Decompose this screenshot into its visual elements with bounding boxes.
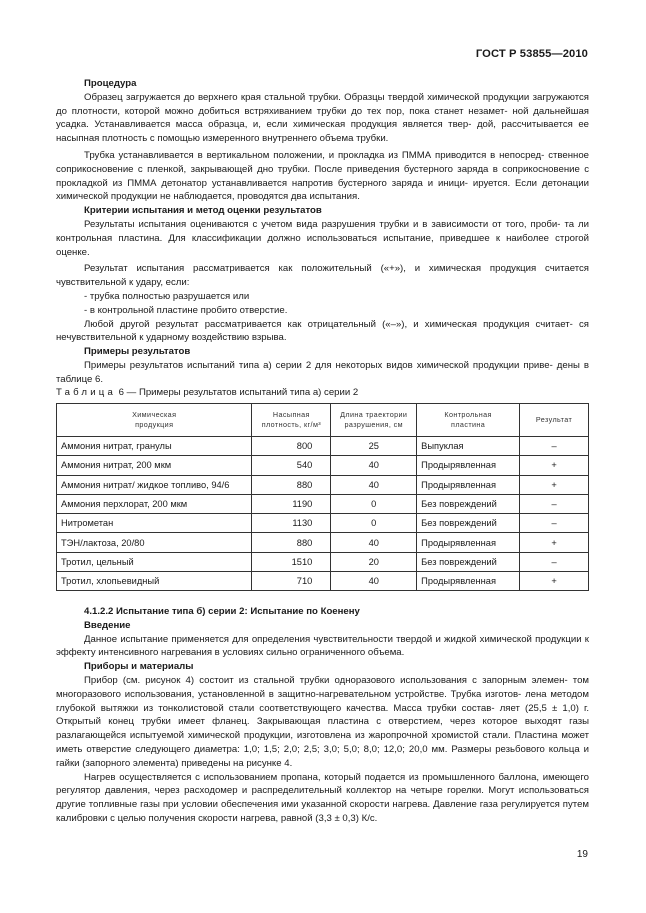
text-line: ся нечувствительной к ударному воздействию взрыва. [56,318,589,344]
cell-chemical-product: Аммония нитрат, гранулы [57,437,252,456]
header-chemical-product [57,404,252,437]
cell-bulk-density: 1510 [252,552,331,571]
criteria-list-item: - трубка полностью разрушается или [84,290,250,302]
cell-result: + [520,572,589,591]
cell-chemical-product: Тротил, цельный [57,552,252,571]
header-result [520,404,589,437]
cell-result: – [520,514,589,533]
header-line: Контрольная [444,410,492,419]
text-line: том многоразового использования, установленной в защитно-нагревательном устройстве. Трубка изготов- [56,674,589,700]
cell-chemical-product: ТЭН/лактоза, 20/80 [57,533,252,552]
cell-chemical-product: Аммония нитрат, 200 мкм [57,456,252,475]
cell-bulk-density: 880 [252,475,331,494]
cell-chemical-product: Тротил, хлопьевидный [57,572,252,591]
equipment-heading: Приборы и материалы [84,661,194,673]
page-number: 19 [576,849,588,860]
procedure-paragraph-2 [56,149,589,204]
examples-heading: Примеры результатов [84,346,191,358]
text-line: Прибор (см. рисунок 4) состоит из стальной трубки одноразового использования с запорным элемен- [84,674,568,686]
text-line: Трубка устанавливается в вертикальном положении, и прокладка из ПММА приводится в непосред- [84,149,545,161]
text-line: соприкосновение с прокладкой из ПММА детонатор устанавливается напротив бустерного заряда и иници- [56,163,590,189]
cell-bulk-density: 1130 [252,514,331,533]
cell-fragmentation-length: 40 [331,533,417,552]
table-row [57,552,589,571]
text-line: дой, рассчитывается ее насыпная плотность с помощью измеренного внутреннего объема трубки. [56,119,589,145]
cell-witness-plate: Без повреждений [417,552,520,571]
text-line: Примеры результатов испытаний типа а) серии 2 для некоторых видов химической продукции приве- [84,359,553,371]
cell-fragmentation-length: 20 [331,552,417,571]
equipment-paragraph-1 [56,674,589,771]
text-line: Давление газа регулируется путем калибровки с целью получения скорости нагрева, равной (3,3 ± 0,3) К/с. [56,799,589,824]
text-line: ляет (25,5 ± 1,0) г. Открытый конец трубки имеет фланец. Закрывающая пластина с отверстием, через [56,702,590,728]
table-row [57,456,589,475]
cell-chemical-product: Нитрометан [57,514,252,533]
text-line: имеющего регулятор давления, через расходомер и распределительный коллектор на четыре горелки. [56,771,589,797]
table-caption-word: Таблица [56,387,117,398]
text-line: ной дальнейшая усадка. Устанавливается масса образца, и, если химическая продукция является твер- [56,105,589,131]
cell-fragmentation-length: 0 [331,494,417,513]
cell-bulk-density: 800 [252,437,331,456]
table-row [57,475,589,494]
header-witness-plate [417,404,520,437]
header-line: Результат [535,415,573,424]
cell-witness-plate: Продырявленная [417,475,520,494]
cell-fragmentation-length: 40 [331,456,417,475]
cell-witness-plate: Продырявленная [417,456,520,475]
procedure-heading: Процедура [84,78,137,89]
text-line: Любой другой результат рассматривается как отрицательный («–»), и химическая продукция считает- [84,318,573,330]
cell-chemical-product: Аммония перхлорат, 200 мкм [57,494,252,513]
cell-bulk-density: 880 [252,533,331,552]
cell-witness-plate: Продырявленная [417,533,520,552]
cell-witness-plate: Без повреждений [417,494,520,513]
cell-witness-plate: Продырявленная [417,572,520,591]
text-line: та ли контрольная пластина. Для классификации должно использоваться испытание, приведшее к наиболее [56,218,590,244]
text-line: продукции к эффекту интенсивного нагревания в условиях сильно ограниченного объема. [56,633,589,659]
section-procedure [56,77,589,387]
cell-fragmentation-length: 25 [331,437,417,456]
header-line: продукция [135,420,174,429]
cell-result: + [520,475,589,494]
header-bulk-density [252,404,331,437]
text-line: загружаются до плотности, которой можно добиться встряхиванием трубки до тех пор, пока станет незамет- [56,91,589,117]
cell-witness-plate: Выпуклая [417,437,520,456]
cell-fragmentation-length: 40 [331,475,417,494]
text-line: хромистой стали. Пластина может иметь отверстие следующего диаметра: 1,0; 1,5; 2,0; 2,5; 3,0; 5,0; 8,0; [56,730,590,755]
criteria-heading: Критерии испытания и метод оценки результатов [84,205,322,217]
cell-fragmentation-length: 0 [331,514,417,533]
cell-result: – [520,437,589,456]
text-line: Результаты испытания оцениваются с учетом вида разрушения трубки и в зависимости от того, проби- [84,218,561,230]
text-line: лена методом глубокой вытяжки из тонколистовой стали соответствующего качества. Масса трубки состав- [56,688,589,714]
criteria-list-item: - в контрольной пластине пробито отверстие. [84,304,288,316]
text-line: Нагрев осуществляется с использованием пропана, который подается из промышленного баллона, [84,771,540,783]
standard-number: ГОСТ Р 53855—2010 [475,48,588,60]
table-caption-text: 6 — Примеры результатов испытаний типа а) серии 2 [116,387,359,398]
cell-fragmentation-length: 40 [331,572,417,591]
text-line: Образец загружается до верхнего края стальной трубки. Образцы твердой химической продукции [84,91,530,103]
header-line: плотность, кг/м³ [261,420,322,429]
section-koenen-test [56,605,589,826]
examples-paragraph [56,359,589,387]
table-row [57,572,589,591]
table-body [57,437,589,591]
table-caption [56,387,358,398]
intro-heading: Введение [84,619,131,631]
table-row [57,437,589,456]
cell-bulk-density: 1190 [252,494,331,513]
table-row [57,514,589,533]
header-line: Длина траектории [340,410,408,419]
cell-witness-plate: Без повреждений [417,514,520,533]
cell-bulk-density: 710 [252,572,331,591]
text-line: Могут использоваться другие топливные газы при условии обеспечения ими указанной скорости нагрева. [56,785,589,811]
cell-result: + [520,456,589,475]
criteria-paragraph-3 [56,318,589,346]
text-line: Данное испытание применяется для определения чувствительности твердой и жидкой химической [84,633,532,645]
cell-chemical-product: Аммония нитрат/ жидкое топливо, 94/6 [57,475,252,494]
table-row [57,533,589,552]
cell-result: + [520,533,589,552]
text-line: 12,0; 20,0 мм. Размеры резьбового кольца и гайки (запорного элемента) приведены на рисунке 4. [56,743,589,769]
text-line: дены в таблице 6. [56,359,589,385]
cell-bulk-density: 540 [252,456,331,475]
text-line: Результат испытания рассматривается как положительный («+»), и химическая продукция считается [84,263,589,275]
section-title: 4.1.2.2 Испытание типа б) серии 2: Испытание по Коенену [84,606,360,617]
header-line: Химическая [132,410,177,419]
results-table [56,403,589,591]
header-fragmentation-length [331,404,417,437]
text-line: ируется. Если детонации химической продукции не наблюдается, проводятся два испытания. [56,177,589,203]
cell-result: – [520,494,589,513]
text-line: чувствительной к удару, если: [56,277,190,289]
criteria-paragraph-2 [56,262,589,290]
procedure-paragraph-1 [56,91,589,146]
text-line: строгой оценке. [56,232,589,258]
table-header-row [57,404,589,437]
equipment-paragraph-2 [56,771,589,826]
header-line: Насыпная [272,410,310,419]
cell-result: – [520,552,589,571]
table-row [57,494,589,513]
header-line: разрушения, см [344,420,403,429]
intro-paragraph [56,633,589,661]
criteria-paragraph-1 [56,218,589,259]
header-line: пластина [451,420,486,429]
text-line: ственное соприкосновение с пленкой, закрывающей дно трубки. После приведения бустерного заряда в [56,149,590,175]
text-line: которое выходят газы разлагающейся испытуемой химической продукции, изготовлена из жаропрочной [56,716,589,742]
